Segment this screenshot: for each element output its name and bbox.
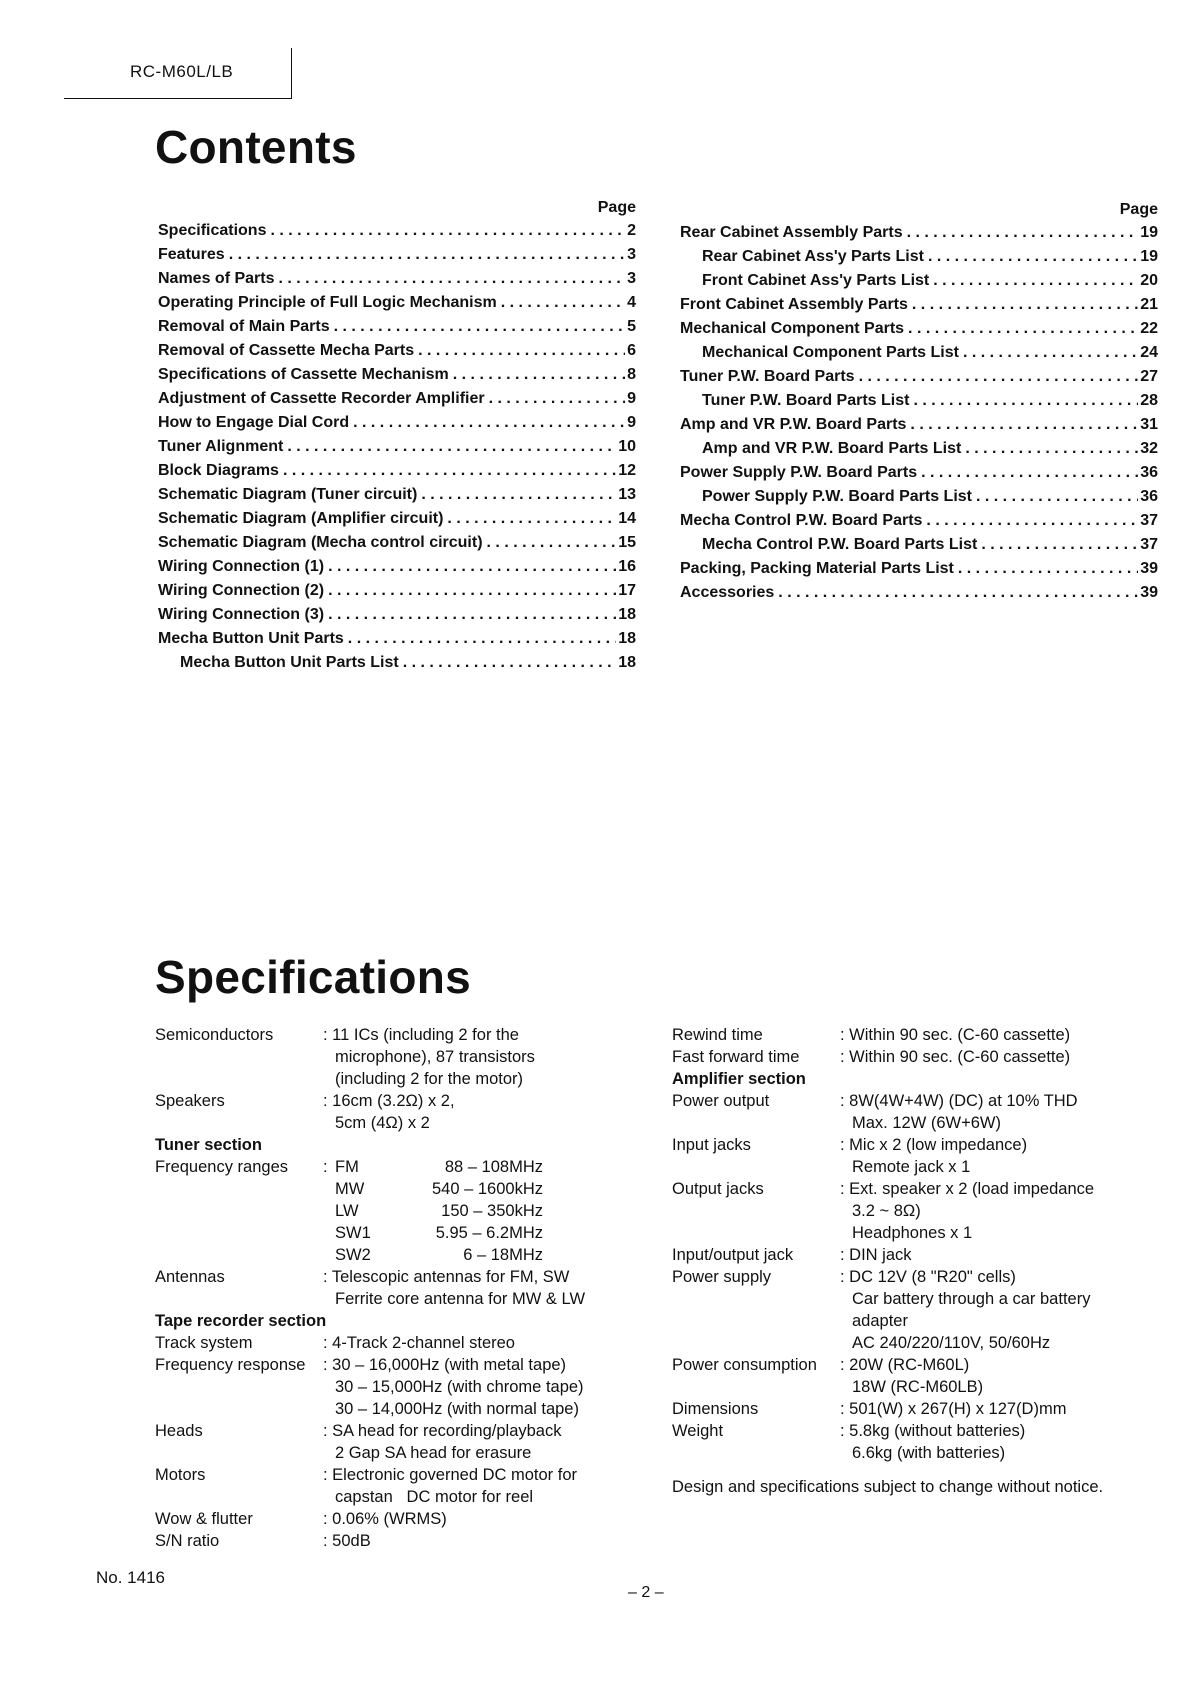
- toc-leader-dots: [954, 557, 1138, 581]
- frequency-band-name: LW: [335, 1202, 359, 1220]
- toc-leader-dots: [909, 389, 1138, 413]
- toc-entry: [158, 651, 636, 675]
- spec-frequency-response: [155, 1354, 675, 1420]
- spec-value: [323, 1156, 675, 1266]
- frequency-band-name: MW: [335, 1180, 365, 1198]
- toc-entry: [158, 363, 636, 387]
- spec-line: 18W (RC-M60LB): [852, 1378, 984, 1396]
- toc-entry: [680, 293, 1158, 317]
- spec-value: : Within 90 sec. (C-60 cassette): [840, 1048, 1071, 1066]
- toc-entry-page: 10: [618, 438, 636, 455]
- toc-entry: [158, 315, 636, 339]
- spec-value: [323, 1464, 675, 1508]
- spec-value: : 501(W) x 267(H) x 127(D)mm: [840, 1400, 1067, 1418]
- toc-leader-dots: [443, 507, 616, 531]
- spec-line: AC 240/220/110V, 50/60Hz: [852, 1334, 1051, 1352]
- spec-semiconductors: [155, 1024, 675, 1090]
- toc-entry-title: Amp and VR P.W. Board Parts: [680, 416, 907, 433]
- spec-value: [840, 1266, 1172, 1354]
- tuner-section-heading: Tuner section: [155, 1136, 262, 1154]
- spec-line: 30 – 14,000Hz (with normal tape): [335, 1400, 579, 1418]
- toc-entry-title: Features: [158, 246, 225, 263]
- frequency-band-name: FM: [335, 1158, 359, 1176]
- spec-line: 3.2 ~ 8Ω): [852, 1202, 921, 1220]
- toc-entry-page: 17: [618, 582, 636, 599]
- toc-entry-page: 37: [1140, 512, 1158, 529]
- toc-leader-dots: [924, 245, 1138, 269]
- spec-power-supply: [672, 1266, 1172, 1354]
- toc-leader-dots: [344, 627, 616, 651]
- toc-leader-dots: [330, 315, 625, 339]
- contents-title: Contents: [155, 121, 357, 173]
- toc-leader-dots: [922, 509, 1138, 533]
- toc-entry: [680, 317, 1158, 341]
- spec-colon: :: [323, 1158, 328, 1176]
- spec-speakers: [155, 1090, 675, 1134]
- toc-entry-page: 5: [627, 318, 636, 335]
- specifications-title: Specifications: [155, 951, 472, 1003]
- toc-leader-dots: [414, 339, 625, 363]
- toc-entry: [158, 627, 636, 651]
- toc-entry-page: 13: [618, 486, 636, 503]
- toc-entry-page: 18: [618, 630, 636, 647]
- toc-entry-title: Power Supply P.W. Board Parts List: [702, 488, 972, 505]
- toc-right-list: [680, 221, 1158, 605]
- toc-leader-dots: [417, 483, 616, 507]
- toc-leader-dots: [855, 365, 1139, 389]
- toc-leader-dots: [774, 581, 1138, 605]
- spec-label: Weight: [672, 1422, 724, 1440]
- contents-right-column: [680, 199, 1158, 605]
- toc-leader-dots: [266, 219, 625, 243]
- toc-leader-dots: [279, 459, 616, 483]
- header-vertical-rule: [291, 48, 292, 99]
- frequency-band-range: 5.95 – 6.2MHz: [435, 1224, 543, 1242]
- spec-label: Power output: [672, 1092, 770, 1110]
- spec-weight: [672, 1420, 1172, 1464]
- toc-entry-title: Amp and VR P.W. Board Parts List: [702, 440, 962, 457]
- spec-io-jack: [672, 1244, 1172, 1266]
- spec-label: Power consumption: [672, 1356, 817, 1374]
- specifications-right-column: [672, 1024, 1172, 1464]
- toc-entry-page: 20: [1140, 272, 1158, 289]
- spec-value: : 50dB: [323, 1532, 371, 1550]
- toc-entry-page: 28: [1140, 392, 1158, 409]
- spec-label: Frequency response: [155, 1356, 306, 1374]
- toc-entry-title: Packing, Packing Material Parts List: [680, 560, 954, 577]
- page-column-label: Page: [597, 199, 636, 216]
- toc-entry: [158, 243, 636, 267]
- spec-value: : Within 90 sec. (C-60 cassette): [840, 1026, 1071, 1044]
- toc-entry-page: 39: [1140, 584, 1158, 601]
- toc-entry: [158, 267, 636, 291]
- spec-rewind-time: [672, 1024, 1172, 1046]
- toc-entry: [680, 269, 1158, 293]
- toc-leader-dots: [977, 533, 1138, 557]
- toc-leader-dots: [324, 603, 616, 627]
- spec-line: : Ext. speaker x 2 (load impedance: [840, 1180, 1095, 1198]
- toc-entry: [158, 291, 636, 315]
- toc-entry: [158, 507, 636, 531]
- toc-entry-title: Mecha Button Unit Parts List: [180, 654, 399, 671]
- spec-label: Speakers: [155, 1092, 225, 1110]
- spec-line: Remote jack x 1: [852, 1158, 971, 1176]
- frequency-band-range: 540 – 1600kHz: [432, 1180, 543, 1198]
- toc-leader-dots: [485, 387, 626, 411]
- spec-label: S/N ratio: [155, 1532, 220, 1550]
- spec-value: [323, 1024, 675, 1090]
- toc-entry-title: How to Engage Dial Cord: [158, 414, 350, 431]
- page-column-label: Page: [1119, 201, 1158, 218]
- spec-line: : Telescopic antennas for FM, SW: [323, 1268, 570, 1286]
- toc-entry-title: Removal of Main Parts: [158, 318, 330, 335]
- spec-line: : 11 ICs (including 2 for the: [323, 1026, 519, 1044]
- spec-input-jacks: [672, 1134, 1172, 1178]
- toc-entry-page: 32: [1140, 440, 1158, 457]
- spec-sn-ratio: [155, 1530, 675, 1552]
- spec-line: 5cm (4Ω) x 2: [335, 1114, 430, 1132]
- spec-label: Dimensions: [672, 1400, 759, 1418]
- toc-entry-page: 22: [1140, 320, 1158, 337]
- spec-label: Semiconductors: [155, 1026, 274, 1044]
- toc-entry-title: Schematic Diagram (Tuner circuit): [158, 486, 418, 503]
- toc-entry: [158, 483, 636, 507]
- toc-entry-page: 2: [627, 222, 636, 239]
- spec-label: Fast forward time: [672, 1048, 800, 1066]
- toc-entry: [158, 387, 636, 411]
- toc-entry-page: 15: [618, 534, 636, 551]
- toc-leader-dots: [961, 437, 1138, 461]
- toc-entry-title: Specifications of Cassette Mechanism: [158, 366, 449, 383]
- toc-leader-dots: [349, 411, 625, 435]
- amplifier-section-heading: Amplifier section: [672, 1070, 806, 1088]
- toc-entry-page: 14: [618, 510, 636, 527]
- toc-entry-page: 24: [1140, 344, 1158, 361]
- spec-line: : 30 – 16,000Hz (with metal tape): [323, 1356, 567, 1374]
- toc-entry-title: Mecha Button Unit Parts: [158, 630, 344, 647]
- spec-value: [840, 1090, 1172, 1134]
- toc-entry-page: 4: [627, 294, 636, 311]
- spec-line: (including 2 for the motor): [335, 1070, 524, 1088]
- spec-label: Frequency ranges: [155, 1158, 288, 1176]
- spec-label: Motors: [155, 1466, 206, 1484]
- toc-leader-dots: [283, 435, 616, 459]
- toc-entry: [680, 557, 1158, 581]
- toc-entry-title: Tuner P.W. Board Parts: [680, 368, 855, 385]
- toc-entry-title: Front Cabinet Ass'y Parts List: [702, 272, 930, 289]
- toc-entry: [680, 413, 1158, 437]
- toc-entry-page: 31: [1140, 416, 1158, 433]
- spec-label: Rewind time: [672, 1026, 763, 1044]
- toc-entry-page: 16: [618, 558, 636, 575]
- toc-entry-page: 6: [627, 342, 636, 359]
- toc-entry-page: 27: [1140, 368, 1158, 385]
- toc-entry-page: 19: [1140, 248, 1158, 265]
- toc-entry: [158, 531, 636, 555]
- header-rule: [64, 98, 292, 99]
- spec-line: : Mic x 2 (low impedance): [840, 1136, 1028, 1154]
- specifications-left-column: [155, 1024, 675, 1552]
- toc-entry-page: 9: [627, 390, 636, 407]
- toc-leader-dots: [903, 221, 1139, 245]
- frequency-band-name: SW1: [335, 1224, 371, 1242]
- spec-value: [323, 1354, 675, 1420]
- spec-value: [840, 1134, 1172, 1178]
- spec-dimensions: [672, 1398, 1172, 1420]
- toc-leader-dots: [972, 485, 1138, 509]
- spec-value: : DIN jack: [840, 1246, 912, 1264]
- toc-leader-dots: [225, 243, 625, 267]
- spec-antennas: [155, 1266, 675, 1310]
- spec-label: Track system: [155, 1334, 253, 1352]
- spec-line: 6.6kg (with batteries): [852, 1444, 1006, 1462]
- toc-leader-dots: [275, 267, 626, 291]
- toc-entry: [680, 437, 1158, 461]
- spec-wow-flutter: [155, 1508, 675, 1530]
- toc-entry: [680, 461, 1158, 485]
- toc-entry: [680, 365, 1158, 389]
- toc-entry-title: Schematic Diagram (Amplifier circuit): [158, 510, 444, 527]
- spec-line: : 16cm (3.2Ω) x 2,: [323, 1092, 455, 1110]
- spec-line: Ferrite core antenna for MW & LW: [335, 1290, 586, 1308]
- toc-entry: [680, 221, 1158, 245]
- toc-entry-page: 18: [618, 654, 636, 671]
- toc-entry: [158, 603, 636, 627]
- spec-line: : DC 12V (8 "R20" cells): [840, 1268, 1016, 1286]
- frequency-band-range: 88 – 108MHz: [444, 1158, 543, 1176]
- toc-entry-page: 39: [1140, 560, 1158, 577]
- toc-entry-title: Rear Cabinet Ass'y Parts List: [702, 248, 924, 265]
- spec-line: Car battery through a car battery: [852, 1290, 1091, 1308]
- toc-entry: [158, 339, 636, 363]
- spec-line: microphone), 87 transistors: [335, 1048, 535, 1066]
- toc-leader-dots: [497, 291, 625, 315]
- spec-label: Wow & flutter: [155, 1510, 253, 1528]
- toc-entry-page: 37: [1140, 536, 1158, 553]
- spec-power-consumption: [672, 1354, 1172, 1398]
- toc-entry-page: 36: [1140, 464, 1158, 481]
- spec-fast-forward-time: [672, 1046, 1172, 1068]
- toc-entry-title: Accessories: [680, 584, 775, 601]
- spec-line: : 20W (RC-M60L): [840, 1356, 970, 1374]
- spec-power-output: [672, 1090, 1172, 1134]
- spec-motors: [155, 1464, 675, 1508]
- spec-line: Max. 12W (6W+6W): [852, 1114, 1001, 1132]
- toc-entry-page: 12: [618, 462, 636, 479]
- spec-line: adapter: [852, 1312, 908, 1330]
- spec-track-system: [155, 1332, 675, 1354]
- toc-entry-title: Tuner P.W. Board Parts List: [702, 392, 910, 409]
- tape-section-heading: Tape recorder section: [155, 1312, 327, 1330]
- contents-left-column: [158, 197, 636, 675]
- toc-entry: [158, 435, 636, 459]
- spec-line: : SA head for recording/playback: [323, 1422, 562, 1440]
- toc-entry: [158, 579, 636, 603]
- toc-entry-title: Rear Cabinet Assembly Parts: [680, 224, 903, 241]
- spec-label: Heads: [155, 1422, 203, 1440]
- toc-entry-page: 19: [1140, 224, 1158, 241]
- toc-entry: [158, 219, 636, 243]
- toc-entry-page: 36: [1140, 488, 1158, 505]
- toc-entry-title: Adjustment of Cassette Recorder Amplifier: [158, 390, 485, 407]
- spec-value: [840, 1420, 1172, 1464]
- toc-entry: [680, 245, 1158, 269]
- toc-entry-title: Removal of Cassette Mecha Parts: [158, 342, 415, 359]
- toc-leader-dots: [904, 317, 1138, 341]
- spec-label: Antennas: [155, 1268, 225, 1286]
- toc-entry-title: Names of Parts: [158, 270, 275, 287]
- spec-value: [840, 1178, 1172, 1244]
- toc-entry-title: Wiring Connection (1): [158, 558, 325, 575]
- toc-entry-title: Mechanical Component Parts: [680, 320, 905, 337]
- toc-entry-title: Specifications: [158, 222, 267, 239]
- toc-entry-title: Mechanical Component Parts List: [702, 344, 959, 361]
- spec-value: [323, 1090, 675, 1134]
- toc-entry-title: Front Cabinet Assembly Parts: [680, 296, 908, 313]
- spec-frequency-ranges: [155, 1156, 675, 1266]
- toc-entry: [158, 411, 636, 435]
- toc-left-list: [158, 219, 636, 675]
- spec-value: [840, 1354, 1172, 1398]
- toc-entry-title: Wiring Connection (2): [158, 582, 325, 599]
- toc-entry-title: Block Diagrams: [158, 462, 279, 479]
- frequency-band-name: SW2: [335, 1246, 371, 1264]
- toc-entry-page: 3: [627, 270, 636, 287]
- toc-entry: [680, 389, 1158, 413]
- toc-leader-dots: [929, 269, 1138, 293]
- toc-entry: [680, 509, 1158, 533]
- spec-line: capstan DC motor for reel: [335, 1488, 534, 1506]
- page-number: – 2 –: [628, 1584, 664, 1601]
- toc-entry-title: Operating Principle of Full Logic Mechanism: [158, 294, 497, 311]
- toc-entry-title: Tuner Alignment: [158, 438, 284, 455]
- specifications-notice: Design and specifications subject to change without notice.: [672, 1478, 1104, 1496]
- spec-label: Power supply: [672, 1268, 772, 1286]
- model-code: RC-M60L/LB: [130, 62, 234, 81]
- spec-heads: [155, 1420, 675, 1464]
- toc-entry-page: 18: [618, 606, 636, 623]
- toc-leader-dots: [483, 531, 617, 555]
- spec-value: : 0.06% (WRMS): [323, 1510, 447, 1528]
- spec-value: [323, 1420, 675, 1464]
- toc-entry-page: 3: [627, 246, 636, 263]
- spec-line: 2 Gap SA head for erasure: [335, 1444, 532, 1462]
- spec-value: : 4-Track 2-channel stereo: [323, 1334, 515, 1352]
- toc-leader-dots: [959, 341, 1138, 365]
- frequency-band-grid: [335, 1156, 563, 1266]
- toc-leader-dots: [324, 555, 616, 579]
- spec-output-jacks: [672, 1178, 1172, 1244]
- toc-entry-page: 8: [627, 366, 636, 383]
- toc-entry-title: Mecha Control P.W. Board Parts: [680, 512, 923, 529]
- toc-entry: [680, 533, 1158, 557]
- toc-entry: [680, 341, 1158, 365]
- toc-entry: [158, 459, 636, 483]
- document-number: No. 1416: [96, 1568, 165, 1587]
- spec-line: : 8W(4W+4W) (DC) at 10% THD: [840, 1092, 1078, 1110]
- toc-entry-page: 21: [1140, 296, 1158, 313]
- toc-entry: [158, 555, 636, 579]
- toc-leader-dots: [449, 363, 625, 387]
- toc-entry-page: 9: [627, 414, 636, 431]
- spec-value: [323, 1266, 675, 1310]
- toc-leader-dots: [906, 413, 1138, 437]
- frequency-band-range: 150 – 350kHz: [441, 1202, 543, 1220]
- frequency-band-range: 6 – 18MHz: [463, 1246, 543, 1264]
- spec-line: : 5.8kg (without batteries): [840, 1422, 1026, 1440]
- toc-leader-dots: [917, 461, 1138, 485]
- toc-leader-dots: [399, 651, 617, 675]
- toc-entry-title: Mecha Control P.W. Board Parts List: [702, 536, 978, 553]
- toc-entry-title: Schematic Diagram (Mecha control circuit): [158, 534, 483, 551]
- spec-label: Output jacks: [672, 1180, 764, 1198]
- spec-line: 30 – 15,000Hz (with chrome tape): [335, 1378, 584, 1396]
- toc-entry: [680, 581, 1158, 605]
- toc-entry-title: Wiring Connection (3): [158, 606, 325, 623]
- toc-entry: [680, 485, 1158, 509]
- spec-line: : Electronic governed DC motor for: [323, 1466, 578, 1484]
- spec-label: Input/output jack: [672, 1246, 794, 1264]
- toc-entry-title: Power Supply P.W. Board Parts: [680, 464, 918, 481]
- spec-line: Headphones x 1: [852, 1224, 973, 1242]
- toc-leader-dots: [324, 579, 616, 603]
- spec-label: Input jacks: [672, 1136, 751, 1154]
- toc-leader-dots: [908, 293, 1138, 317]
